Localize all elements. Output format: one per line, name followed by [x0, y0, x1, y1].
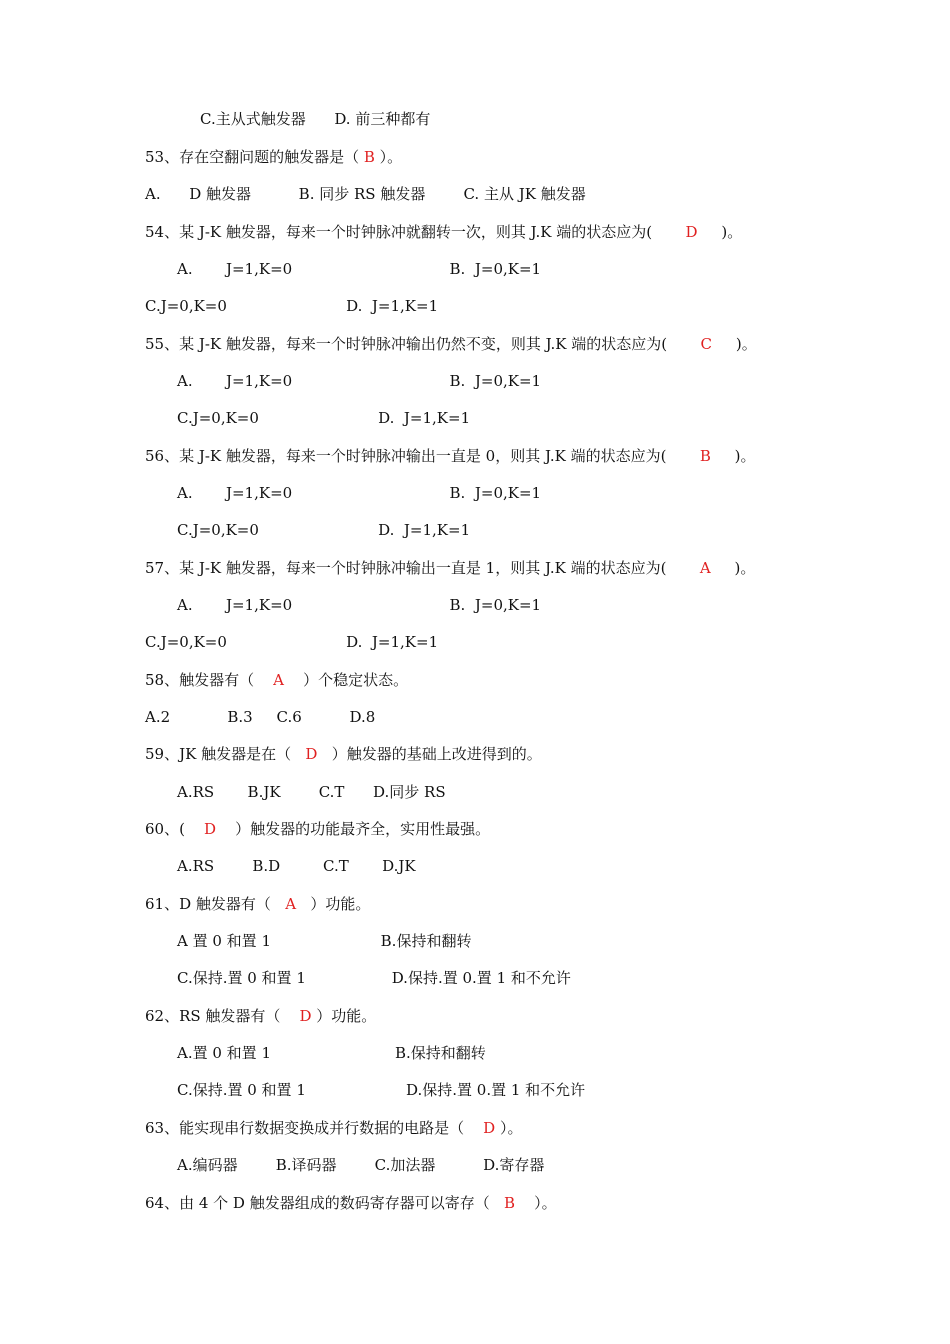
q53-answer: B	[363, 148, 375, 166]
q61-options-cd: C.保持.置 0 和置 1 D.保持.置 0.置 1 和不允许	[177, 969, 571, 987]
q58-options: A.2 B.3 C.6 D.8	[145, 708, 376, 726]
q62-options-cd: C.保持.置 0 和置 1 D.保持.置 0.置 1 和不允许	[177, 1081, 586, 1099]
q54-options-cd: C.J=0,K=0 D. J=1,K=1	[145, 297, 439, 315]
q64-question: 64、由 4 个 D 触发器组成的数码寄存器可以寄存（ B ）。	[145, 1194, 557, 1212]
q52-options-cd: C.主从式触发器 D. 前三种都有	[200, 110, 431, 128]
q55-answer: C	[700, 335, 712, 353]
q64-answer: B	[504, 1194, 516, 1212]
q58-question: 58、触发器有（ A ）个稳定状态。	[145, 671, 409, 689]
q63-question: 63、能实现串行数据变换成并行数据的电路是（ D ）。	[145, 1119, 523, 1137]
q61-options-ab: A 置 0 和置 1 B.保持和翻转	[177, 932, 472, 950]
q59-question: 59、JK 触发器是在（ D ）触发器的基础上改进得到的。	[145, 745, 542, 763]
q62-options-ab: A.置 0 和置 1 B.保持和翻转	[177, 1044, 486, 1062]
q59-answer: D	[305, 745, 318, 763]
q53-options: A. D 触发器 B. 同步 RS 触发器 C. 主从 JK 触发器	[145, 185, 586, 203]
q56-options-cd: C.J=0,K=0 D. J=1,K=1	[177, 521, 471, 539]
q63-options: A.编码器 B.译码器 C.加法器 D.寄存器	[177, 1156, 545, 1174]
q56-options-ab: A. J=1,K=0 B. J=0,K=1	[177, 484, 542, 502]
q56-answer: B	[699, 447, 711, 465]
q60-options: A.RS B.D C.T D.JK	[177, 857, 416, 875]
q60-question: 60、( D ）触发器的功能最齐全，实用性最强。	[145, 820, 491, 838]
q57-question: 57、某 J-K 触发器，每来一个时钟脉冲输出一直是 1，则其 J.K 端的状态应为( A )。	[145, 559, 756, 577]
q60-answer: D	[204, 820, 217, 838]
q55-options-ab: A. J=1,K=0 B. J=0,K=1	[177, 372, 542, 390]
q55-question: 55、某 J-K 触发器，每来一个时钟脉冲输出仍然不变，则其 J.K 端的状态应为( C )。	[145, 335, 757, 353]
q57-options-cd: C.J=0,K=0 D. J=1,K=1	[145, 633, 439, 651]
q58-answer: A	[273, 671, 285, 689]
q54-question: 54、某 J-K 触发器，每来一个时钟脉冲就翻转一次，则其 J.K 端的状态应为( D )。	[145, 223, 743, 241]
q53-question: 53、存在空翻问题的触发器是（ B ）。	[145, 148, 403, 166]
q57-answer: A	[699, 559, 711, 577]
q61-question: 61、D 触发器有（ A ）功能。	[145, 895, 371, 913]
q63-answer: D	[483, 1119, 496, 1137]
q62-question: 62、RS 触发器有（ D ）功能。	[145, 1007, 377, 1025]
q59-options: A.RS B.JK C.T D.同步 RS	[177, 783, 446, 801]
q54-answer: D	[685, 223, 698, 241]
q62-answer: D	[299, 1007, 312, 1025]
q57-options-ab: A. J=1,K=0 B. J=0,K=1	[177, 596, 542, 614]
q55-options-cd: C.J=0,K=0 D. J=1,K=1	[177, 409, 471, 427]
q56-question: 56、某 J-K 触发器，每来一个时钟脉冲输出一直是 0，则其 J.K 端的状态应为( B )。	[145, 447, 756, 465]
q54-options-ab: A. J=1,K=0 B. J=0,K=1	[177, 260, 542, 278]
q61-answer: A	[285, 895, 297, 913]
